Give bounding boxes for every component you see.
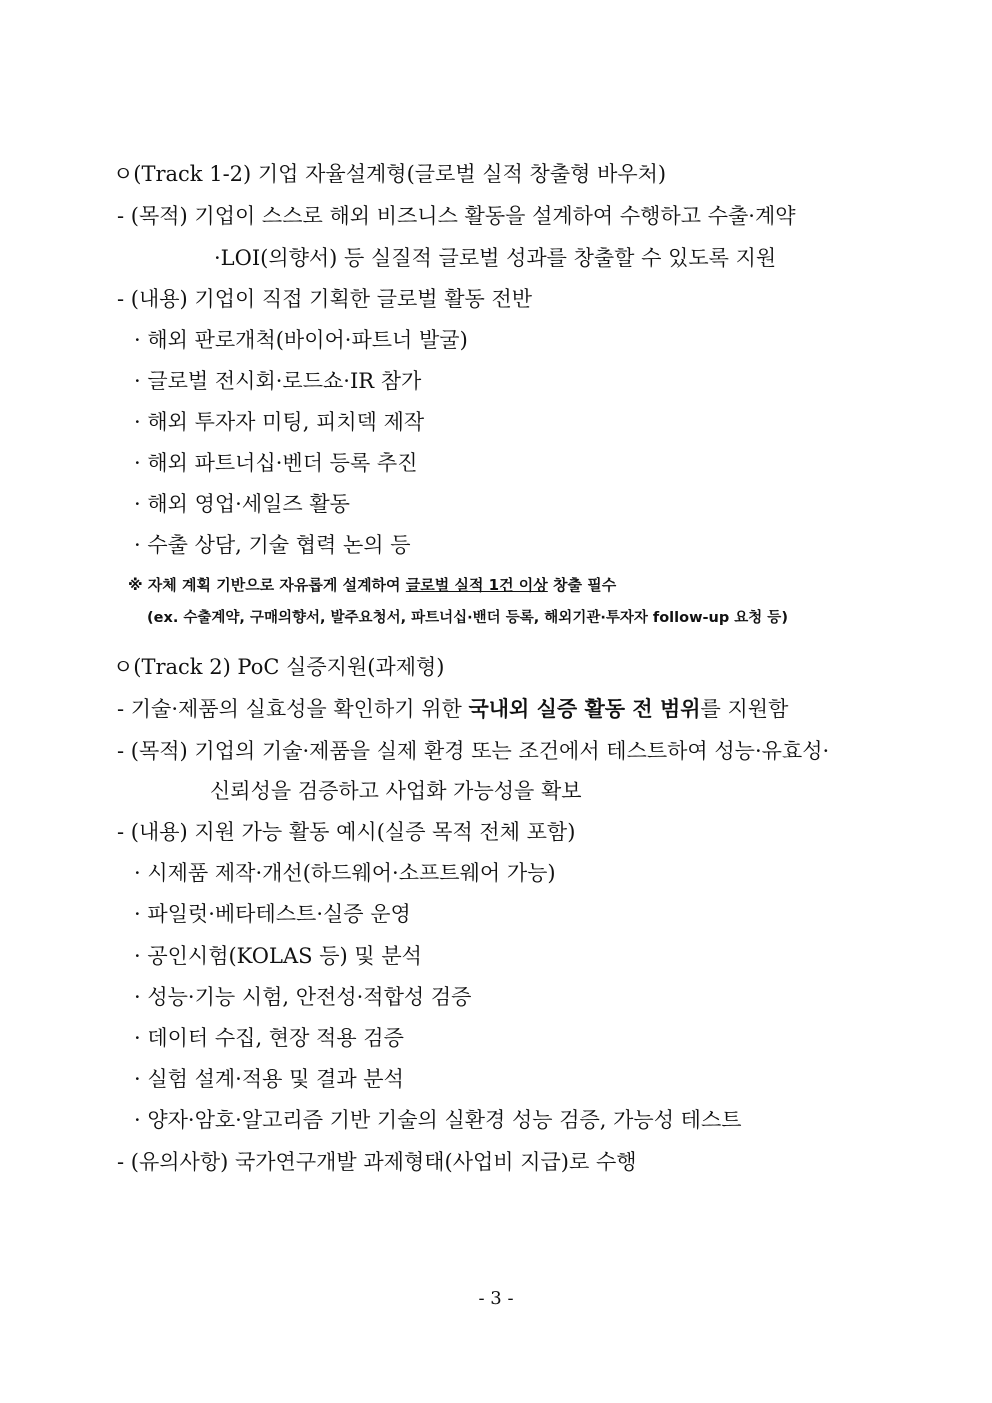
track2-purpose-line2: 신뢰성을 검증하고 사업화 가능성을 확보: [210, 779, 582, 803]
track12-note: [128, 574, 616, 596]
track12-item: · 해외 판로개척(바이어·파트너 발굴): [134, 328, 468, 352]
note-suffix: 창출 필수: [547, 576, 617, 594]
track2-caution: - (유의사항) 국가연구개발 과제형태(사업비 지급)로 수행: [117, 1150, 637, 1174]
track2-item: · 시제품 제작·개선(하드웨어·소프트웨어 가능): [134, 861, 556, 885]
track2-item: · 데이터 수집, 현장 적용 검증: [134, 1026, 404, 1050]
scope-suffix: 를 지원함: [700, 697, 789, 721]
track2-content-label: - (내용) 지원 가능 활동 예시(실증 목적 전체 포함): [117, 820, 576, 844]
track12-heading: ㅇ(Track 1-2) 기업 자율설계형(글로벌 실적 창출형 바우처): [113, 162, 667, 186]
track12-purpose-line2: ·LOI(의향서) 등 실질적 글로벌 성과를 창출할 수 있도록 지원: [214, 246, 777, 270]
track12-item: · 수출 상담, 기술 협력 논의 등: [134, 533, 411, 557]
track12-item: · 글로벌 전시회·로드쇼·IR 참가: [134, 369, 422, 393]
track2-purpose-line1: - (목적) 기업의 기술·제품을 실제 환경 또는 조건에서 테스트하여 성능·유효성·: [117, 739, 830, 763]
track12-content-label: - (내용) 기업이 직접 기획한 글로벌 활동 전반: [117, 287, 533, 311]
note-underlined: 글로벌 실적 1건 이상: [405, 576, 548, 594]
scope-bold: 국내외 실증 활동 전 범위: [468, 696, 701, 721]
track12-item: · 해외 파트너십·벤더 등록 추진: [134, 451, 418, 475]
page-number: - 3 -: [478, 1288, 514, 1309]
track12-note-example: (ex. 수출계약, 구매의향서, 발주요청서, 파트너십·밴더 등록, 해외기관·투자자 follow-up 요청 등): [147, 610, 788, 626]
track2-item: · 성능·기능 시험, 안전성·적합성 검증: [134, 985, 472, 1009]
track12-item: · 해외 투자자 미팅, 피치덱 제작: [134, 410, 425, 434]
track2-item: · 양자·암호·알고리즘 기반 기술의 실환경 성능 검증, 가능성 테스트: [134, 1108, 742, 1132]
track12-purpose-line1: - (목적) 기업이 스스로 해외 비즈니스 활동을 설계하여 수행하고 수출·계약: [117, 204, 796, 228]
track2-item: · 파일럿·베타테스트·실증 운영: [134, 902, 411, 926]
track2-item: · 실험 설계·적용 및 결과 분석: [134, 1067, 404, 1091]
track12-item: · 해외 영업·세일즈 활동: [134, 492, 350, 516]
track2-scope: [117, 695, 788, 723]
track2-item: · 공인시험(KOLAS 등) 및 분석: [134, 944, 422, 968]
note-prefix: ※ 자체 계획 기반으로 자유롭게 설계하여: [128, 576, 406, 594]
scope-prefix: - 기술·제품의 실효성을 확인하기 위한: [117, 697, 469, 721]
track2-heading: ㅇ(Track 2) PoC 실증지원(과제형): [113, 655, 445, 679]
